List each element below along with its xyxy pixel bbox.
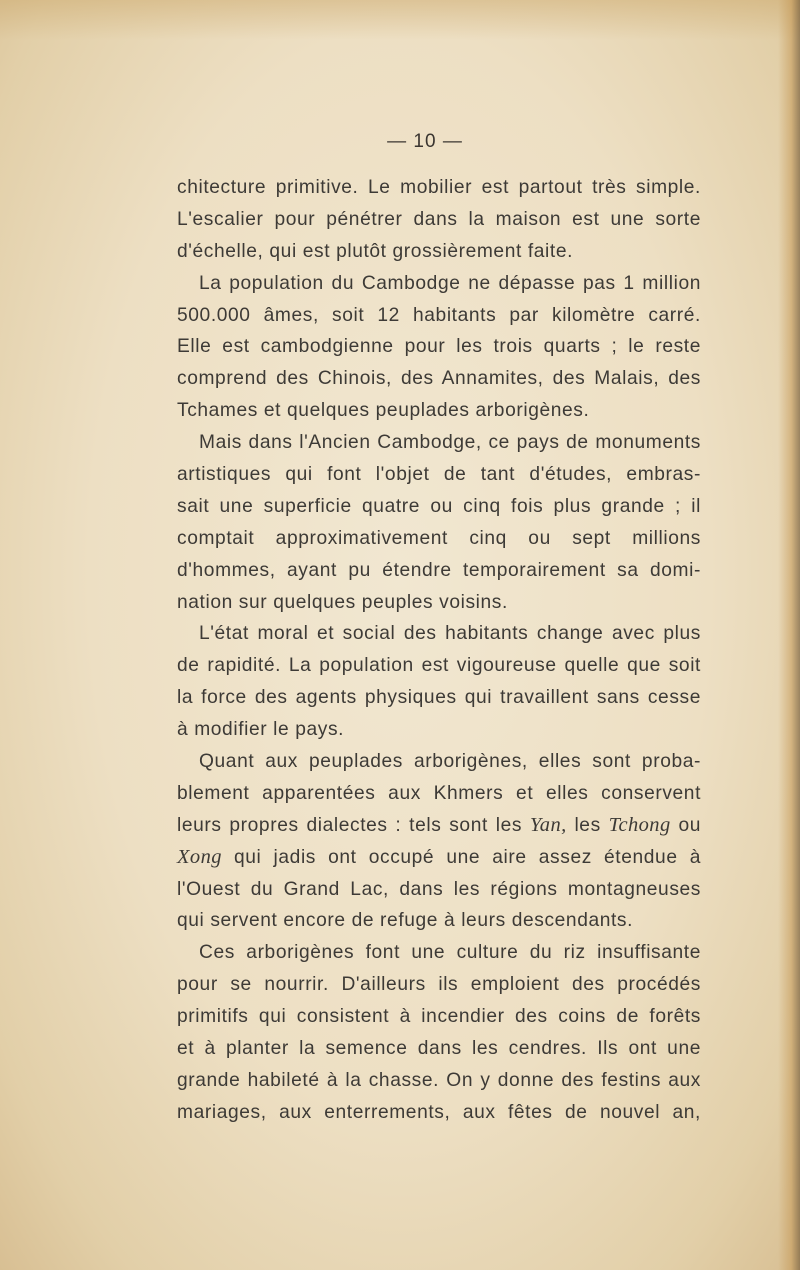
text-line — [177, 555, 701, 587]
text-line — [177, 1065, 701, 1097]
text-run: d'échelle, qui est plutôt grossièrement faite. — [177, 240, 574, 262]
text-run: ou — [670, 814, 701, 836]
text-line — [177, 172, 701, 204]
text-line — [177, 268, 701, 300]
text-line — [177, 1001, 701, 1033]
text-run: 500.000 âmes, soit 12 habitants par kilomètre carré. — [177, 304, 701, 326]
text-line — [177, 810, 701, 842]
text-run: les — [566, 814, 609, 836]
italic-term: Tchong — [608, 813, 671, 836]
text-run: grande habileté à la chasse. On y donne des festins aux — [177, 1069, 701, 1091]
text-line — [177, 587, 701, 619]
text-run: d'hommes, ayant pu étendre temporairement sa domi- — [177, 559, 701, 581]
text-line — [177, 937, 701, 969]
text-line — [177, 395, 701, 427]
text-run: Ces arborigènes font une culture du riz insuffisante — [199, 942, 701, 964]
text-run: Elle est cambodgienne pour les trois quarts ; le reste — [177, 336, 701, 358]
text-run: La population du Cambodge ne dépasse pas 1 million — [199, 272, 701, 294]
text-run: chitecture primitive. Le mobilier est partout très simple. — [177, 177, 701, 198]
text-line — [177, 300, 701, 332]
text-run: Tchames et quelques peuplades arborigènes. — [177, 400, 590, 422]
text-line — [177, 714, 701, 746]
body-text — [177, 172, 701, 1129]
text-line — [177, 459, 701, 491]
text-line — [177, 427, 701, 459]
text-run: Quant aux peuplades arborigènes, elles sont proba- — [199, 751, 701, 773]
page-right-edge — [778, 0, 800, 1270]
text-run: qui jadis ont occupé une aire assez étendue à — [221, 846, 701, 868]
text-line — [177, 1033, 701, 1065]
text-run: Mais dans l'Ancien Cambodge, ce pays de monuments — [199, 432, 701, 454]
text-run: primitifs qui consistent à incendier des coins de forêts — [177, 1006, 701, 1028]
text-run: à modifier le pays. — [177, 719, 345, 741]
text-line — [177, 236, 701, 268]
text-run: et à planter la semence dans les cendres. Ils ont une — [177, 1038, 701, 1060]
text-line — [177, 204, 701, 236]
page-number: — 10 — — [387, 131, 463, 152]
text-line — [177, 874, 701, 906]
text-line — [177, 682, 701, 714]
text-line — [177, 778, 701, 810]
text-run: nation sur quelques peuples voisins. — [177, 591, 508, 613]
text-line — [177, 905, 701, 937]
text-run: mariages, aux enterrements, aux fêtes de nouvel an, — [177, 1101, 701, 1123]
text-line — [177, 969, 701, 1001]
text-line — [177, 523, 701, 555]
text-line — [177, 331, 701, 363]
text-run: sait une superficie quatre ou cinq fois plus grande ; il — [177, 495, 701, 517]
text-run: L'état moral et social des habitants change avec plus — [199, 623, 701, 645]
text-run: artistiques qui font l'objet de tant d'études, embras- — [177, 464, 701, 486]
text-run: de rapidité. La population est vigoureuse quelle que soit — [177, 655, 701, 677]
page-top-shading — [0, 0, 800, 40]
text-run: L'escalier pour pénétrer dans la maison est une sorte — [177, 208, 701, 230]
text-run: l'Ouest du Grand Lac, dans les régions montagneuses — [177, 878, 701, 900]
text-line — [177, 842, 701, 874]
text-line — [177, 1097, 701, 1129]
text-run: la force des agents physiques qui travaillent sans cesse — [177, 687, 701, 709]
text-line — [177, 746, 701, 778]
text-line — [177, 363, 701, 395]
text-run: comptait approximativement cinq ou sept millions — [177, 527, 701, 549]
italic-term: Yan, — [529, 813, 567, 836]
italic-term: Xong — [177, 845, 222, 868]
text-line — [177, 618, 701, 650]
text-run: comprend des Chinois, des Annamites, des Malais, des — [177, 368, 701, 390]
text-line — [177, 491, 701, 523]
text-line — [177, 650, 701, 682]
text-run: leurs propres dialectes : tels sont les — [177, 814, 530, 836]
text-run: blement apparentées aux Khmers et elles conservent — [177, 782, 701, 804]
text-run: pour se nourrir. D'ailleurs ils emploient des procédés — [177, 974, 701, 996]
text-run: qui servent encore de refuge à leurs descendants. — [177, 910, 634, 932]
